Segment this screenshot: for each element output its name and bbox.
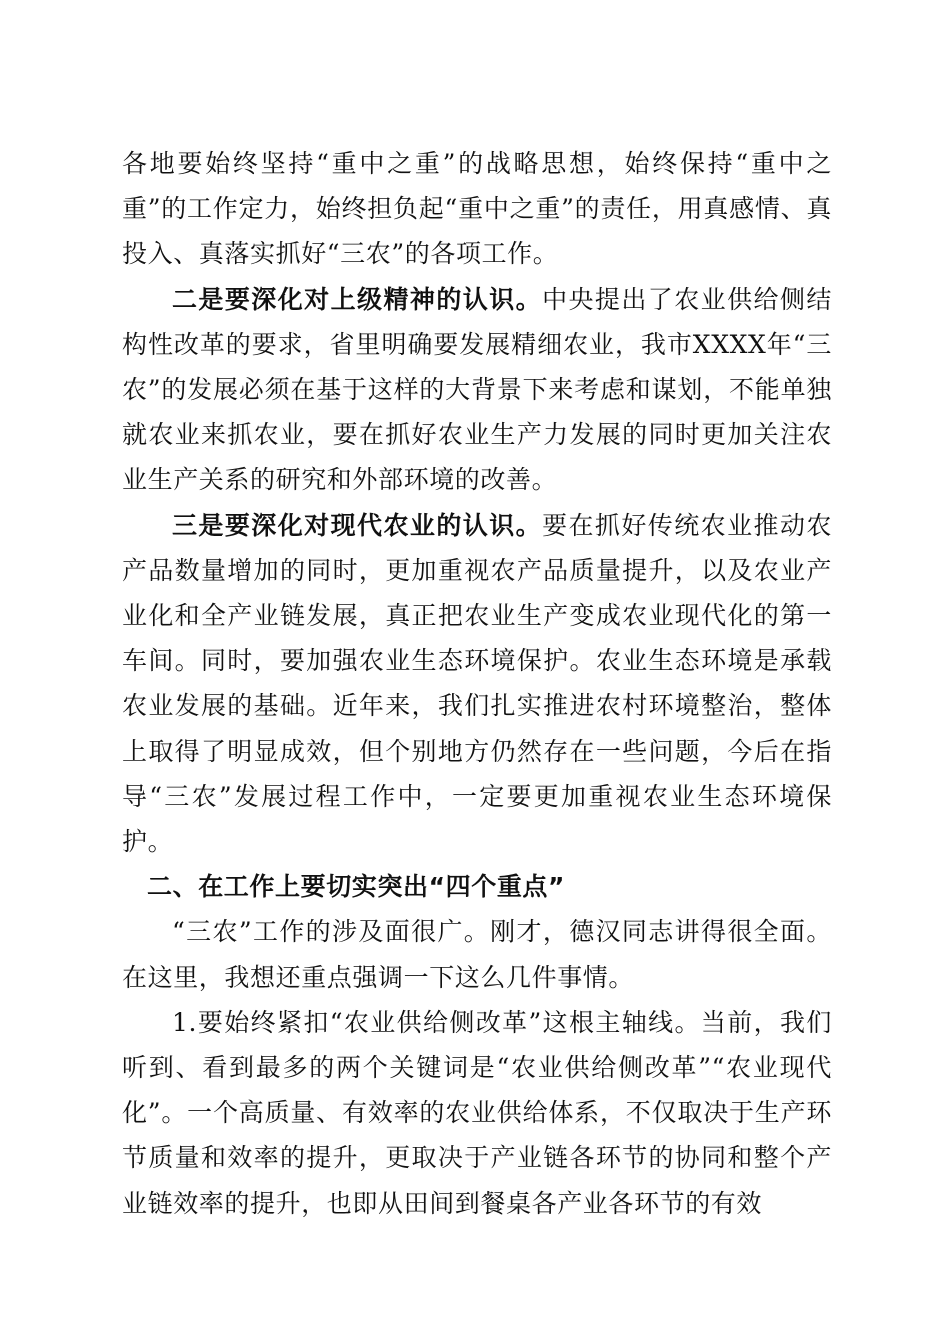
paragraph-text: 要在抓好传统农业推动农产品数量增加的同时，更加重视农产品质量提升，以及农业产业化和全产业链发展，真正把农业生产变成农业现代化的第一车间。同时，要加强农业生态环境保护。农业生态环境是承载农业发展的基础。近年来，我们扎实推进农村环境整治，整体上取得了明显成效，但个别地方仍然存在一些问题，今后在指导“三农”发展过程工作中，一定要更加重视农业生态环境保护。: [122, 510, 832, 857]
paragraph-continuation: [122, 141, 832, 277]
section-heading: 二、在工作上要切实突出“四个重点”: [147, 872, 566, 902]
paragraph-text: 1.要始终紧扣“农业供给侧改革”这根主轴线。当前，我们听到、看到最多的两个关键词是“农业供给侧改革”“农业现代化”。一个高质量、有效率的农业供给体系，不仅取决于生产环节质量和效率的提升，更取决于产业链各环节的协同和整个产业链效率的提升，也即从田间到餐桌各产业各环节的有效: [122, 1007, 832, 1218]
paragraph-intro: [122, 909, 832, 999]
paragraph-item-one: [122, 1000, 832, 1226]
paragraph-lead: 二是要深化对上级精神的认识。: [172, 284, 543, 314]
paragraph-point-two: [122, 277, 832, 503]
paragraph-lead: 三是要深化对现代农业的认识。: [172, 510, 543, 540]
paragraph-point-three: [122, 503, 832, 865]
paragraph-text: 各地要始终坚持“重中之重”的战略思想，始终保持“重中之重”的工作定力，始终担负起“重中之重”的责任，用真感情、真投入、真落实抓好“三农”的各项工作。: [122, 149, 832, 269]
paragraph-text: “三农”工作的涉及面很广。刚才，德汉同志讲得很全面。在这里，我想还重点强调一下这么几件事情。: [122, 917, 832, 992]
document-body: [122, 141, 832, 1226]
paragraph-text: 中央提出了农业供给侧结构性改革的要求，省里明确要发展精细农业，我市XXXX年“三农”的发展必须在基于这样的大背景下来考虑和谋划，不能单独就农业来抓农业，要在抓好农业生产力发展的同时更加关注农业生产关系的研究和外部环境的改善。: [122, 284, 832, 495]
